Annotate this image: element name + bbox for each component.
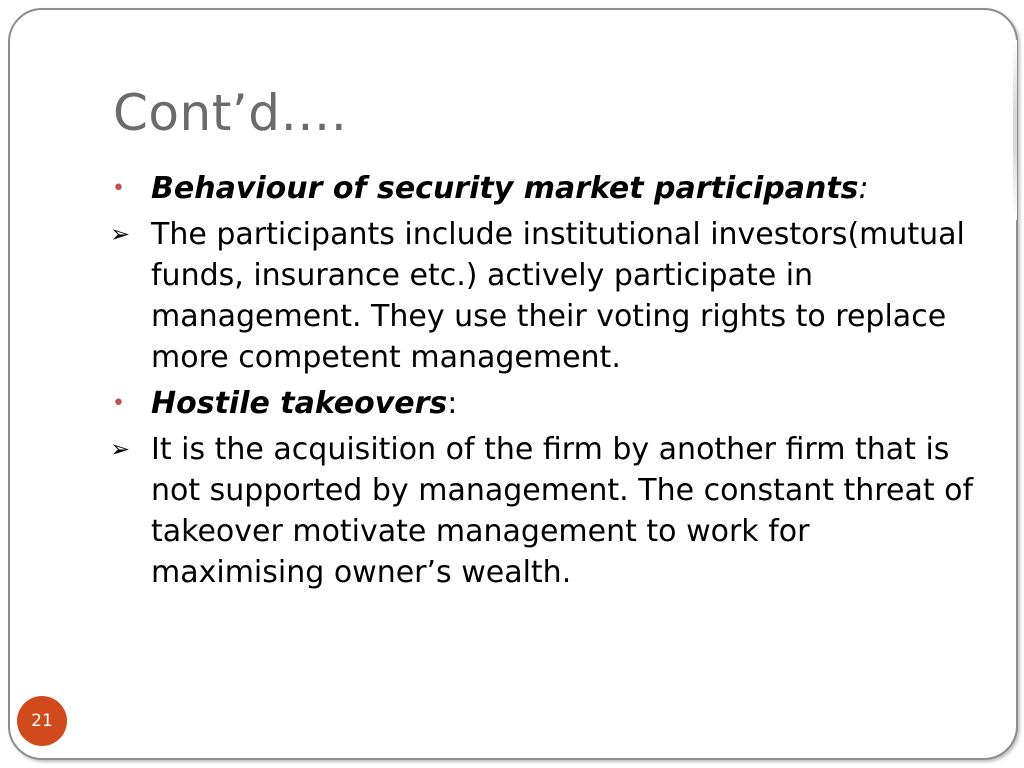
bullet-item-participants — [110, 214, 990, 378]
round-bullet-icon: • — [112, 391, 125, 416]
bullet-heading-colon: : — [447, 386, 458, 421]
bullet-heading: Hostile takeovers — [151, 386, 448, 421]
bullet-item-behaviour-heading — [110, 168, 990, 209]
bullet-item-acquisition — [110, 429, 990, 593]
slide-number: 21 — [31, 711, 53, 731]
slide-number-badge — [17, 696, 67, 746]
arrowhead-bullet-icon: ➢ — [110, 220, 131, 248]
slide-title: Cont’d…. — [113, 84, 348, 142]
round-bullet-icon: • — [112, 176, 125, 201]
bullet-list — [110, 168, 990, 598]
arrowhead-bullet-icon: ➢ — [110, 435, 131, 463]
bullet-item-hostile-heading — [110, 383, 990, 424]
bullet-heading: Behaviour of security market participants — [151, 171, 859, 206]
bullet-heading-colon: : — [858, 171, 869, 206]
bullet-text: The participants include institutional investors(mutual funds, insurance etc.) actively participate in management. They use their voting rights to replace more competent management. — [151, 217, 965, 375]
frame-edge-accent — [1013, 40, 1017, 220]
bullet-text: It is the acquisition of the firm by another firm that is not supported by management. The constant threat of takeover motivate management to work for maximising owner’s wealth. — [151, 432, 974, 590]
